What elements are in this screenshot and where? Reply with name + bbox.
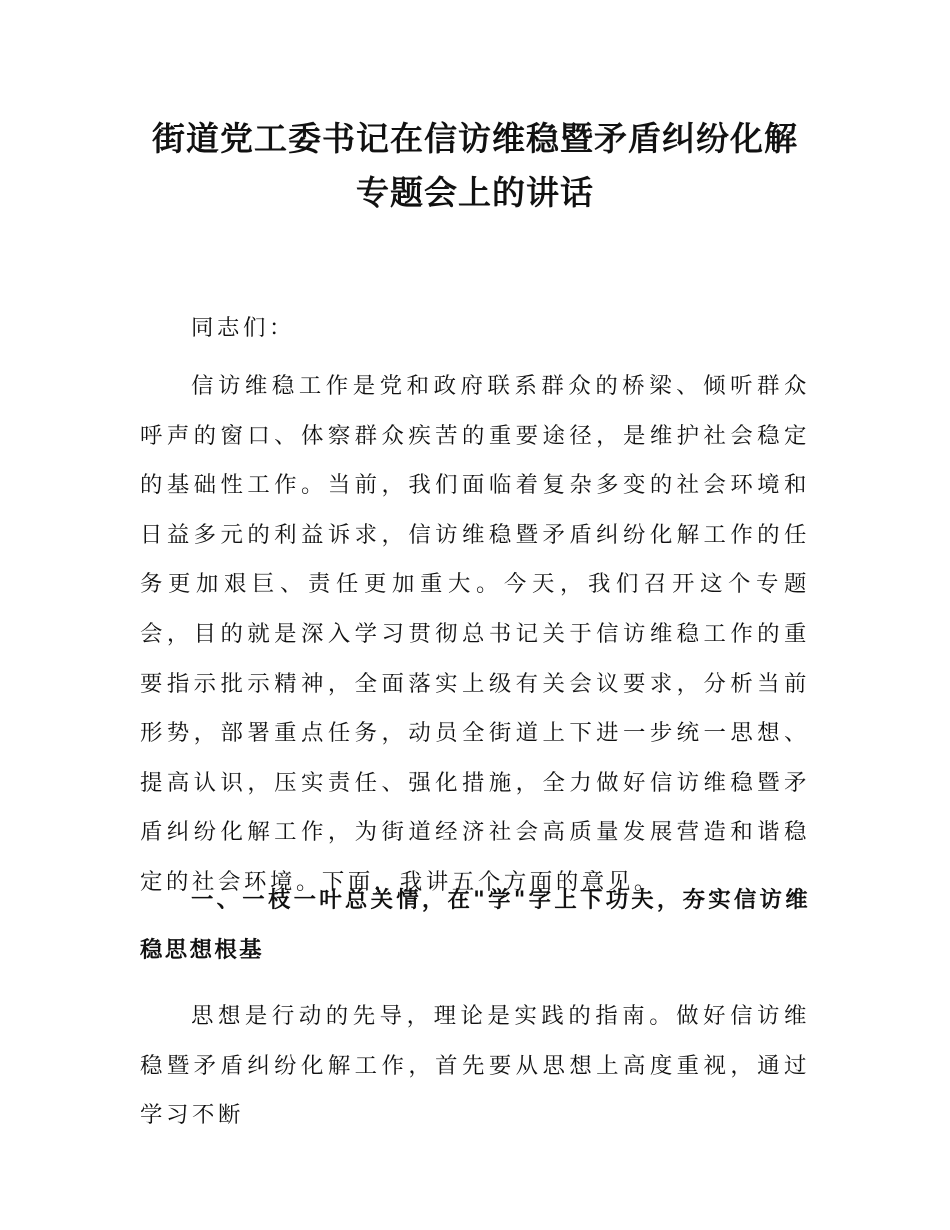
salutation: 同志们： <box>191 315 295 341</box>
section-1-paragraph: 思想是行动的先导，理论是实践的指南。做好信访维稳暨矛盾纠纷化解工作，首先要从思想上高度重视，通过学习不断 <box>140 1003 810 1129</box>
section-1-heading: 一、一枝一叶总关情，在"学"字上下功夫，夯实信访维稳思想根基 <box>140 887 810 963</box>
title-line-1: 街道党工委书记在信访维稳暨矛盾纠纷化解 <box>152 119 798 158</box>
document-title <box>140 112 810 220</box>
title-line-2: 专题会上的讲话 <box>356 173 594 212</box>
intro-paragraph: 信访维稳工作是党和政府联系群众的桥梁、倾听群众呼声的窗口、体察群众疾苦的重要途径，是维护社会稳定的基础性工作。当前，我们面临着复杂多变的社会环境和日益多元的利益诉求，信访维稳暨矛盾纠纷化解工作的任务更加艰巨、责任更加重大。今天，我们召开这个专题会，目的就是深入学习贯彻总书记关于信访维稳工作的重要指示批示精神，全面落实上级有关会议要求，分析当前形势，部署重点任务，动员全街道上下进一步统一思想、提高认识，压实责任、强化措施，全力做好信访维稳暨矛盾纠纷化解工作，为街道经济社会高质量发展营造和谐稳定的社会环境。下面，我讲五个方面的意见。 <box>140 373 810 895</box>
